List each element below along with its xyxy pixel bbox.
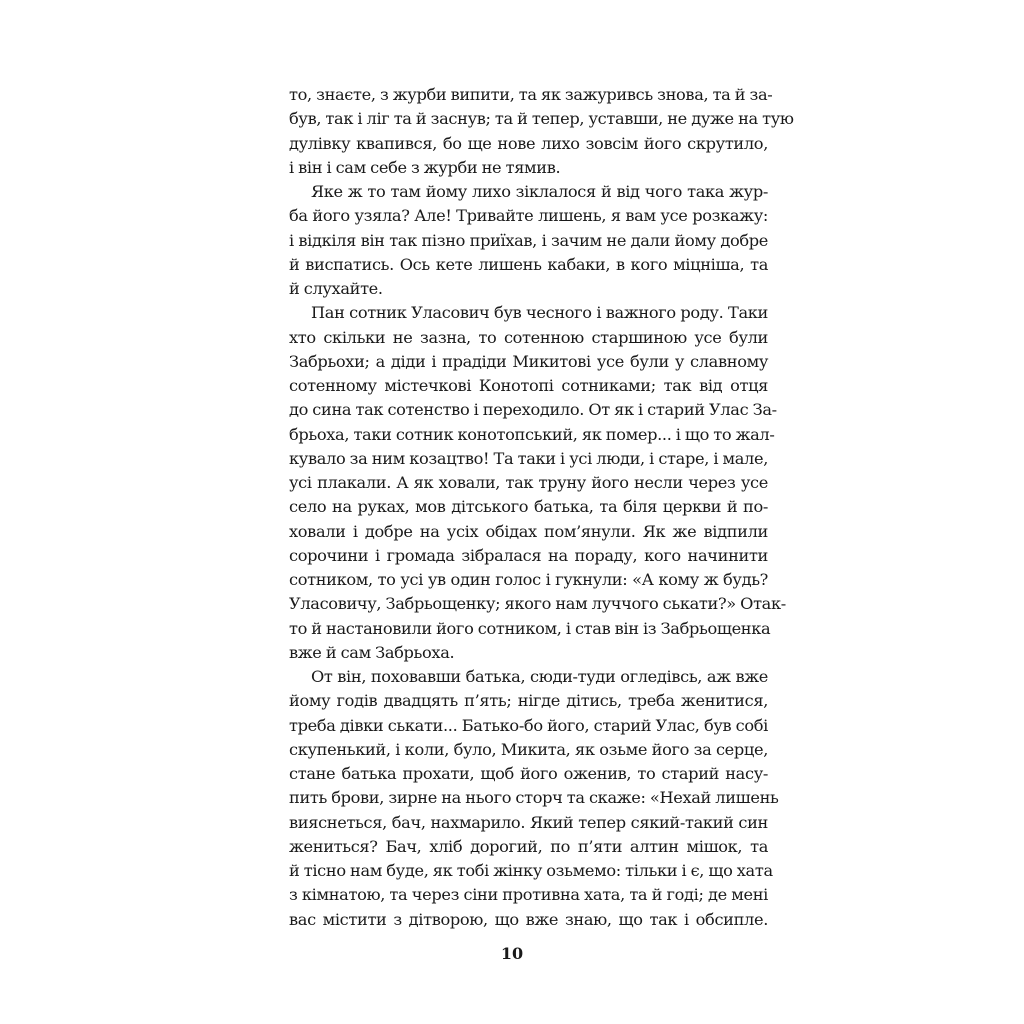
text-line: ба його узяла? Але! Тривайте лишень, я вам усе розкажу: — [289, 206, 768, 226]
text-line: то, знаєте, з журби випити, та як зажуривсь знова, та й за- — [289, 85, 773, 104]
text-line: Пан сотник Уласович був чесного і важного роду. Таки — [311, 303, 768, 323]
text-line: треба дівки ськати... Батько-бо його, старий Улас, був собі — [289, 715, 768, 735]
text-line: брьоха, таки сотник конотопський, як помер... і що то жал- — [289, 424, 775, 444]
text-line: Забрьохи; а діди і прадіди Микитові усе були у славному — [289, 351, 768, 371]
text-line: скупенький, і коли, було, Микита, як озьме його за серце, — [289, 739, 768, 759]
text-line: пить брови, зирне на нього сторч та скаже: «Нехай лишень — [289, 788, 779, 808]
text-line: усі плакали. А як ховали, так труну його несли через усе — [289, 473, 768, 492]
text-line: і відкіля він так пізно приїхав, і зачим не дали йому добре — [289, 230, 768, 250]
text-line: хто скільки не зазна, то сотенною старшиною усе були — [289, 327, 768, 347]
text-line: і він і сам себе з журби не тямив. — [289, 157, 561, 177]
text-line: Уласовичу, Забрьощенку; якого нам луччого ськати?» Отак- — [289, 594, 786, 614]
text-line: сотником, то усі ув один голос і гукнули: «А кому ж будь? — [289, 570, 768, 589]
body-text — [289, 83, 794, 932]
text-line: вас містити з дітворою, що вже знаю, що так і обсипле. — [289, 909, 768, 929]
text-line: кувало за ним козацтво! Та таки і усі люди, і старе, і мале, — [289, 448, 768, 468]
text-line: йому годів двадцять п’ять; нігде дітись, треба женитися, — [289, 691, 768, 711]
text-line: з кімнатою, та через сіни противна хата, та й годі; де мені — [289, 885, 768, 905]
text-line: то й настановили його сотником, і став він із Забрьощенка — [289, 618, 771, 638]
text-line: сорочини і громада зібралася на пораду, кого начинити — [289, 545, 768, 565]
text-line: стане батька прохати, щоб його оженив, то старий насу- — [289, 764, 768, 783]
text-line: вияснеться, бач, нахмарило. Який тепер сякий-такий син — [289, 812, 768, 832]
text-line: сотенному містечкові Конотопі сотниками; так від отця — [289, 376, 768, 395]
text-line: ховали і добре на усіх обідах пом’янули. Як же відпили — [289, 521, 768, 541]
text-line: село на руках, мов дітського батька, та біля церкви й по- — [289, 497, 768, 517]
text-line: Яке ж то там йому лихо зіклалося й від чого така жур- — [311, 182, 768, 201]
text-line: й слухайте. — [289, 279, 383, 298]
text-line: жениться? Бач, хліб дорогий, по п’яти алтин мішок, та — [289, 836, 768, 856]
text-line: От він, поховавши батька, сюди-туди огледівсь, аж вже — [311, 667, 768, 686]
text-line: вже й сам Забрьоха. — [289, 642, 455, 662]
text-line: до сина так сотенство і переходило. От як і старий Улас За- — [289, 400, 777, 420]
text-line: й тісно нам буде, як тобі жінку озьмемо: тільки і є, що хата — [289, 861, 773, 880]
text-line: дулівку квапився, бо ще нове лихо зовсім його скрутило, — [289, 133, 768, 153]
text-line: був, так і ліг та й заснув; та й тепер, уставши, не дуже на тую — [289, 109, 794, 129]
page-number: 10 — [500, 944, 524, 963]
text-line: й виспатись. Ось кете лишень кабаки, в кого міцніша, та — [289, 254, 768, 274]
